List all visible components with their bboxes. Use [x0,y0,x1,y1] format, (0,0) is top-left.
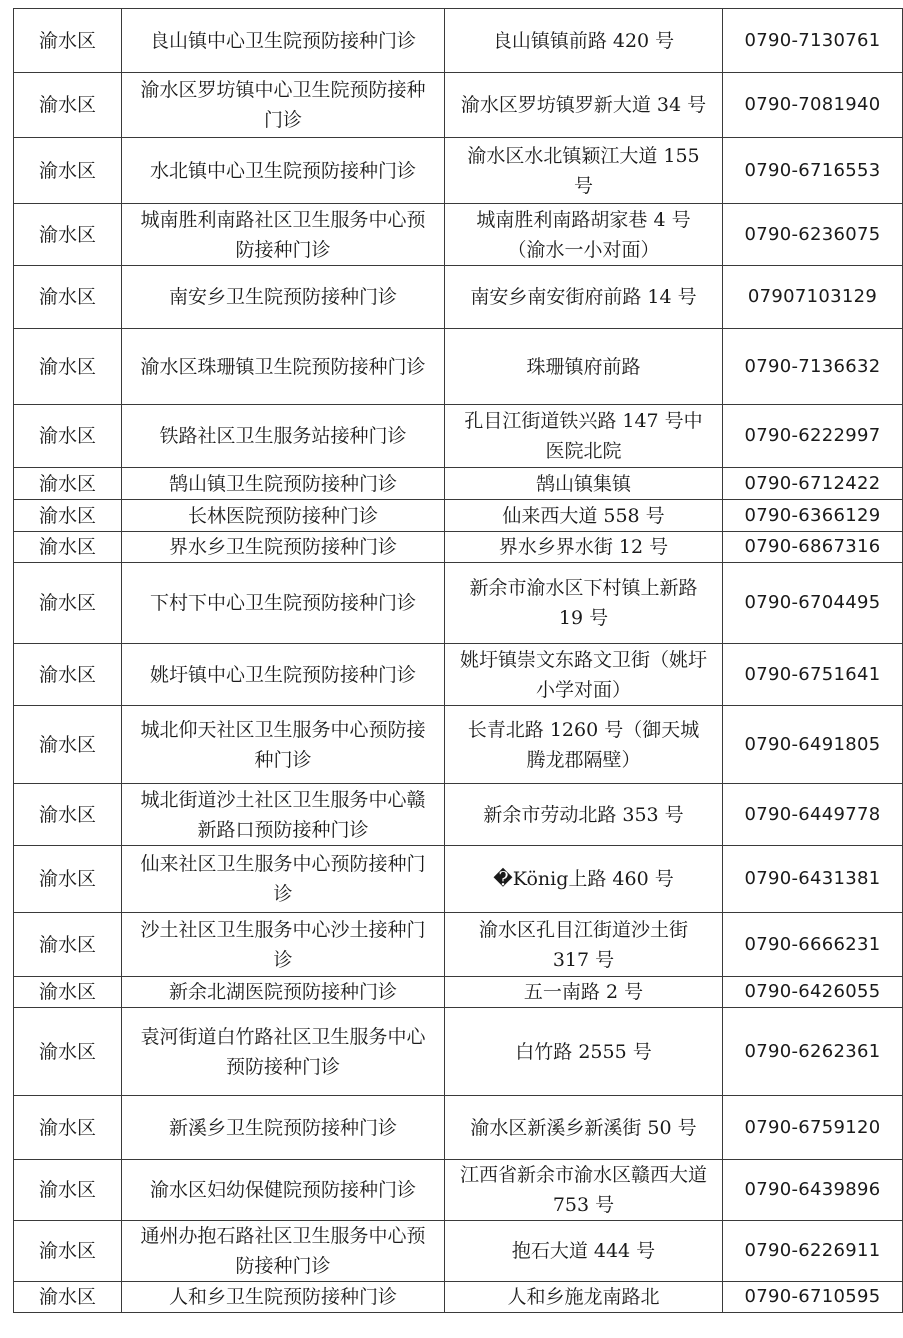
table-row [14,644,903,706]
phone-cell: 0790-7136632 [723,329,903,405]
phone-cell: 0790-6710595 [723,1282,903,1313]
phone-cell: 0790-6666231 [723,913,903,977]
address-cell: 人和乡施龙南路北 [445,1282,723,1313]
table-row [14,329,903,405]
table-row [14,1160,903,1221]
table-row [14,204,903,266]
address-cell: 抱石大道 444 号 [445,1221,723,1282]
phone-cell: 0790-6366129 [723,500,903,532]
address-cell: 良山镇镇前路 420 号 [445,9,723,73]
table-row [14,913,903,977]
phone-cell: 0790-6759120 [723,1096,903,1160]
clinic-table [13,8,903,1313]
phone-cell: 0790-6439896 [723,1160,903,1221]
district-cell: 渝水区 [14,204,122,266]
phone-cell: 0790-6712422 [723,468,903,500]
clinic-name-cell: 仙来社区卫生服务中心预防接种门诊 [122,846,445,913]
table-row [14,266,903,329]
table-row [14,706,903,784]
table-row [14,468,903,500]
address-cell: 新余市劳动北路 353 号 [445,784,723,846]
district-cell: 渝水区 [14,405,122,468]
address-cell: 城南胜利南路胡家巷 4 号（渝水一小对面） [445,204,723,266]
phone-cell: 0790-6491805 [723,706,903,784]
district-cell: 渝水区 [14,913,122,977]
phone-cell: 0790-7081940 [723,73,903,138]
table-row [14,1096,903,1160]
clinic-name-cell: 渝水区珠珊镇卫生院预防接种门诊 [122,329,445,405]
district-cell: 渝水区 [14,500,122,532]
phone-cell: 0790-6222997 [723,405,903,468]
table-row [14,500,903,532]
district-cell: 渝水区 [14,329,122,405]
clinic-name-cell: 城北仰天社区卫生服务中心预防接种门诊 [122,706,445,784]
phone-cell: 0790-6226911 [723,1221,903,1282]
clinic-name-cell: 下村下中心卫生院预防接种门诊 [122,563,445,644]
phone-cell: 0790-6716553 [723,138,903,204]
clinic-name-cell: 南安乡卫生院预防接种门诊 [122,266,445,329]
table-row [14,977,903,1008]
table-row [14,1008,903,1096]
clinic-name-cell: 新溪乡卫生院预防接种门诊 [122,1096,445,1160]
address-cell: 姚圩镇崇文东路文卫街（姚圩小学对面） [445,644,723,706]
clinic-name-cell: 沙土社区卫生服务中心沙土接种门诊 [122,913,445,977]
address-cell: 孔目江街道铁兴路 147 号中医院北院 [445,405,723,468]
address-cell: 界水乡界水街 12 号 [445,532,723,563]
clinic-name-cell: 渝水区罗坊镇中心卫生院预防接种门诊 [122,73,445,138]
clinic-name-cell: 渝水区妇幼保健院预防接种门诊 [122,1160,445,1221]
district-cell: 渝水区 [14,563,122,644]
clinic-name-cell: 姚圩镇中心卫生院预防接种门诊 [122,644,445,706]
address-cell: 江西省新余市渝水区赣西大道 753 号 [445,1160,723,1221]
district-cell: 渝水区 [14,532,122,563]
address-cell: 南安乡南安街府前路 14 号 [445,266,723,329]
phone-cell: 0790-6449778 [723,784,903,846]
district-cell: 渝水区 [14,846,122,913]
phone-cell: 0790-6262361 [723,1008,903,1096]
clinic-name-cell: 良山镇中心卫生院预防接种门诊 [122,9,445,73]
table-row [14,405,903,468]
address-cell: �König上路 460 号 [445,846,723,913]
clinic-name-cell: 长林医院预防接种门诊 [122,500,445,532]
phone-cell: 0790-7130761 [723,9,903,73]
address-cell: 新余市渝水区下村镇上新路 19 号 [445,563,723,644]
table-row [14,846,903,913]
phone-cell: 0790-6236075 [723,204,903,266]
phone-cell: 0790-6867316 [723,532,903,563]
address-cell: 珠珊镇府前路 [445,329,723,405]
district-cell: 渝水区 [14,977,122,1008]
table-row [14,138,903,204]
table-row [14,1282,903,1313]
phone-cell: 0790-6431381 [723,846,903,913]
clinic-name-cell: 城南胜利南路社区卫生服务中心预防接种门诊 [122,204,445,266]
address-cell: 五一南路 2 号 [445,977,723,1008]
address-cell: 白竹路 2555 号 [445,1008,723,1096]
address-cell: 渝水区罗坊镇罗新大道 34 号 [445,73,723,138]
address-cell: 鹄山镇集镇 [445,468,723,500]
district-cell: 渝水区 [14,1160,122,1221]
district-cell: 渝水区 [14,1282,122,1313]
clinic-name-cell: 通州办抱石路社区卫生服务中心预防接种门诊 [122,1221,445,1282]
clinic-name-cell: 人和乡卫生院预防接种门诊 [122,1282,445,1313]
phone-cell: 0790-6704495 [723,563,903,644]
table-row [14,9,903,73]
table-row [14,1221,903,1282]
table-row [14,73,903,138]
district-cell: 渝水区 [14,9,122,73]
clinic-name-cell: 新余北湖医院预防接种门诊 [122,977,445,1008]
district-cell: 渝水区 [14,1008,122,1096]
address-cell: 仙来西大道 558 号 [445,500,723,532]
district-cell: 渝水区 [14,644,122,706]
district-cell: 渝水区 [14,784,122,846]
clinic-name-cell: 袁河街道白竹路社区卫生服务中心预防接种门诊 [122,1008,445,1096]
district-cell: 渝水区 [14,138,122,204]
address-cell: 长青北路 1260 号（御天城腾龙郡隔壁） [445,706,723,784]
clinic-name-cell: 界水乡卫生院预防接种门诊 [122,532,445,563]
clinic-name-cell: 铁路社区卫生服务站接种门诊 [122,405,445,468]
table-row [14,563,903,644]
clinic-name-cell: 水北镇中心卫生院预防接种门诊 [122,138,445,204]
district-cell: 渝水区 [14,1096,122,1160]
clinic-name-cell: 鹄山镇卫生院预防接种门诊 [122,468,445,500]
phone-cell: 07907103129 [723,266,903,329]
district-cell: 渝水区 [14,266,122,329]
table-row [14,784,903,846]
district-cell: 渝水区 [14,73,122,138]
phone-cell: 0790-6751641 [723,644,903,706]
address-cell: 渝水区新溪乡新溪街 50 号 [445,1096,723,1160]
district-cell: 渝水区 [14,706,122,784]
district-cell: 渝水区 [14,468,122,500]
phone-cell: 0790-6426055 [723,977,903,1008]
table-row [14,532,903,563]
address-cell: 渝水区水北镇颖江大道 155 号 [445,138,723,204]
district-cell: 渝水区 [14,1221,122,1282]
clinic-name-cell: 城北街道沙土社区卫生服务中心赣新路口预防接种门诊 [122,784,445,846]
address-cell: 渝水区孔目江街道沙土街 317 号 [445,913,723,977]
